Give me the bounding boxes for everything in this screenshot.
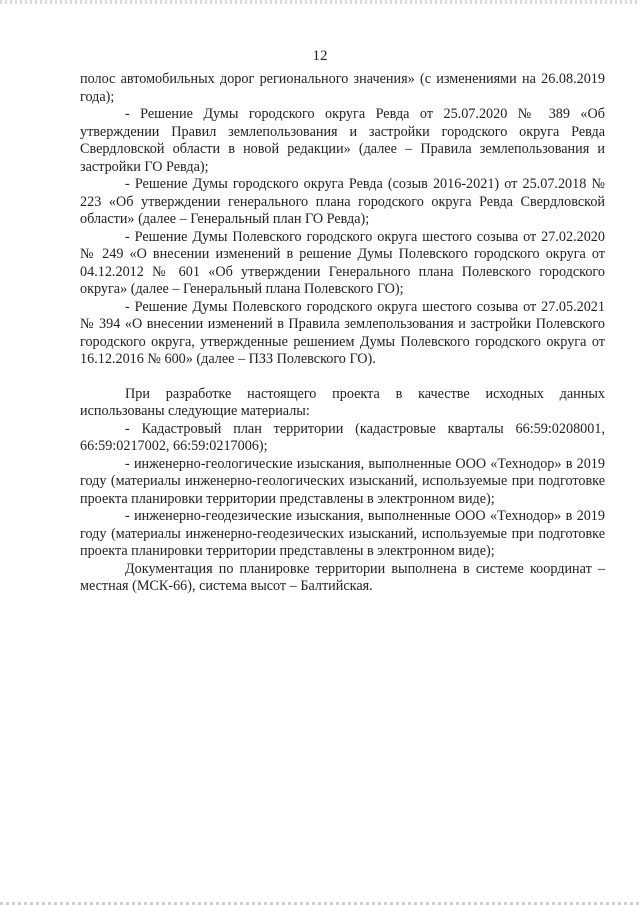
paragraph: При разработке настоящего проекта в качестве исходных данных использованы следующие материалы: — [80, 385, 605, 419]
paragraph: - Кадастровый план территории (кадастровые кварталы 66:59:0208001, 66:59:0217002, 66:59:0217006); — [80, 420, 605, 454]
paragraph: - инженерно-геодезические изыскания, выполненные ООО «Технодор» в 2019 году (материалы инженерно-геодезических изысканий, используемые при подготовке проекта планировки территории представлены в электронном виде); — [80, 508, 605, 559]
paragraph: - инженерно-геологические изыскания, выполненные ООО «Технодор» в 2019 году (материалы инженерно-геологических изысканий, используемые при подготовке проекта планировки территории представлены в электронном виде); — [80, 455, 605, 507]
paragraph: полос автомобильных дорог регионального значения» (с изменениями на 26.08.2019 года); — [80, 71, 605, 105]
paragraph: - Решение Думы Полевского городского округа шестого созыва от 27.05.2021 № 394 «О внесении изменений в Правила землепользования и застройки Полевского городского округа, утвержденные решением Думы Полевского городского округа от 16.12.2016 № 600» (далее – ПЗЗ Полевского ГО). — [80, 298, 605, 367]
document-body — [80, 71, 605, 596]
paragraph-gap — [80, 369, 605, 386]
scan-top-edge — [0, 0, 640, 4]
paragraph: - Решение Думы городского округа Ревда (созыв 2016-2021) от 25.07.2018 № 223 «Об утверждении генерального плана городского округа Ревда Свердловской области» (далее – Генеральный план ГО Ревда); — [80, 176, 605, 227]
paragraph: - Решение Думы городского округа Ревда от 25.07.2020 № 389 «Об утверждении Правил землепользования и застройки городского округа Ревда Свердловской области в новой редакции» (далее – Правила землепользования и застройки ГО Ревда); — [80, 106, 605, 175]
paragraph: - Решение Думы Полевского городского округа шестого созыва от 27.02.2020 № 249 «О внесении изменений в решение Думы Полевского городского округа от 04.12.2012 № 601 «Об утверждении Генерального плана Полевского городского округа» (далее – Генеральный плана Полевского ГО); — [80, 228, 605, 297]
page-number: 12 — [312, 48, 328, 64]
paragraph: Документация по планировке территории выполнена в системе координат – местная (МСК-66), система высот – Балтийская. — [80, 560, 605, 594]
